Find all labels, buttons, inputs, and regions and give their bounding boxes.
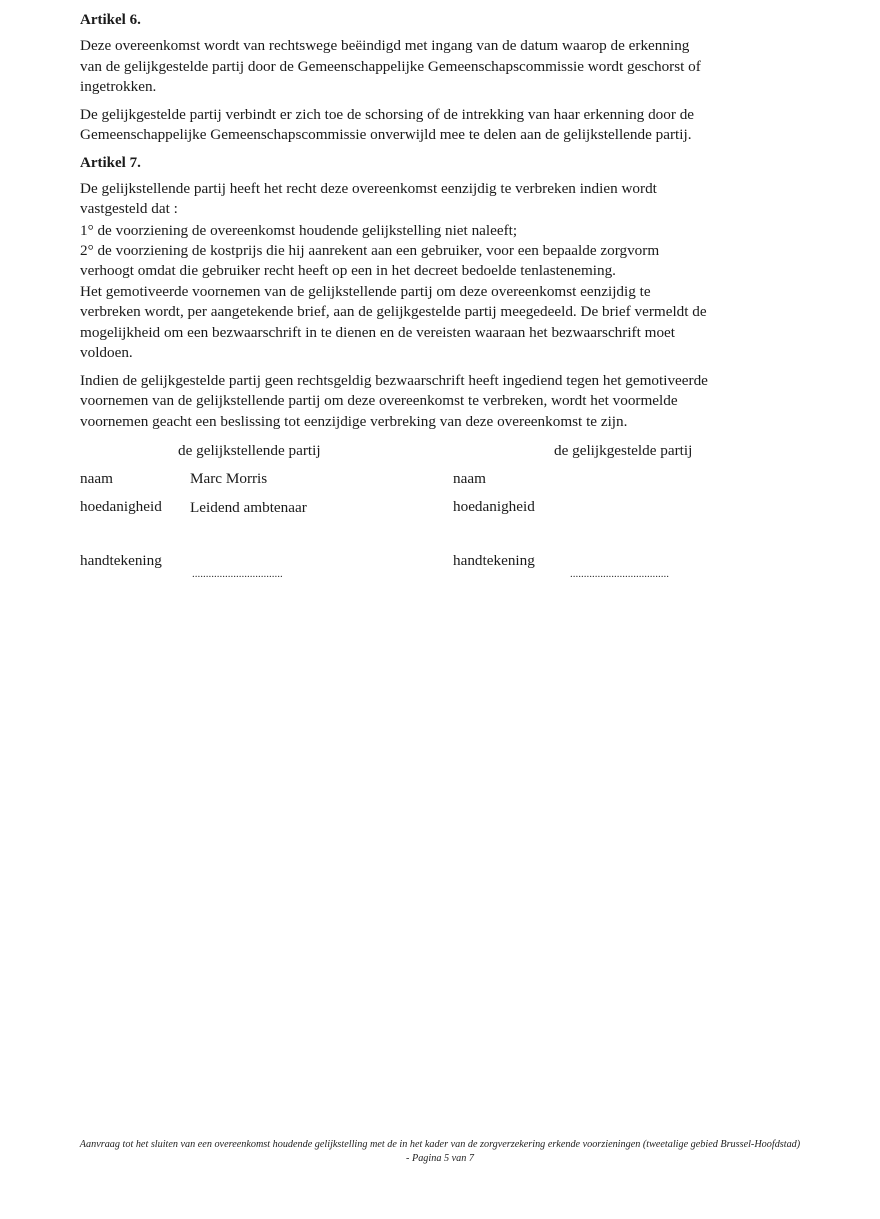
text-line: verhoogt omdat die gebruiker recht heeft op een in het decreet bedoelde tenlasteneming. (80, 262, 616, 279)
article-7-item-1: 1° de voorziening de overeenkomst houdende gelijkstelling niet naleeft; (80, 221, 518, 239)
text-line: van de gelijkgestelde partij door de Gemeenschappelijke Gemeenschapscommissie wordt geschorst of (80, 57, 701, 75)
article-6-paragraph-1 (80, 36, 810, 98)
right-party-title: de gelijkgestelde partij (554, 442, 693, 459)
left-party-title: de gelijkstellende partij (178, 442, 321, 459)
left-capacity-label: hoedanigheid (80, 498, 162, 515)
text-line: De gelijkstellende partij heeft het recht deze overeenkomst eenzijdig te verbreken indien wordt (80, 179, 657, 197)
left-signature-line: ................................. (192, 568, 283, 580)
article-7-paragraph-1 (80, 179, 810, 220)
text-line: Gemeenschappelijke Gemeenschapscommissie onverwijld mee te delen aan de gelijkstellende partij. (80, 126, 692, 143)
page-footer (30, 1138, 850, 1166)
footer-title: Aanvraag tot het sluiten van een overeenkomst houdende gelijkstelling met de in het kader van de zorgverzekering erkende voorzieningen (tweetalige gebied Brussel-Hoofdstad) (79, 1139, 801, 1150)
article-7-heading: Artikel 7. (80, 154, 141, 171)
left-capacity-value: Leidend ambtenaar (190, 499, 307, 516)
article-7-item-2 (80, 241, 810, 282)
article-7-paragraph-2 (80, 282, 810, 364)
right-signature-label: handtekening (453, 552, 535, 569)
text-line: Het gemotiveerde voornemen van de gelijkstellende partij om deze overeenkomst eenzijdig te (80, 282, 651, 300)
document-body (80, 10, 810, 439)
right-signature-line: .................................... (570, 568, 669, 580)
left-name-label: naam (80, 470, 113, 487)
left-signature-label: handtekening (80, 552, 162, 569)
left-name-value: Marc Morris (190, 470, 268, 487)
signature-block (80, 438, 810, 588)
text-line: verbreken wordt, per aangetekende brief, aan de gelijkgestelde partij meegedeeld. De brief vermeldt de (80, 303, 707, 320)
text-line: ingetrokken. (80, 78, 157, 95)
text-line: Deze overeenkomst wordt van rechtswege beëindigd met ingang van de datum waarop de erkenning (80, 37, 690, 54)
article-6-paragraph-2 (80, 105, 810, 146)
text-line: vastgesteld dat : (80, 200, 178, 217)
text-line: voornemen van de gelijkstellende partij om deze overeenkomst te verbreken, wordt het voormelde (80, 392, 678, 409)
text-line: 2° de voorziening de kostprijs die hij aanrekent aan een gebruiker, voor een bepaalde zorgvorm (80, 241, 660, 259)
text-line: voornemen geacht een beslissing tot eenzijdige verbreking van deze overeenkomst te zijn. (80, 412, 628, 430)
text-line: mogelijkheid om een bezwaarschrift in te dienen en de vereisten waaraan het bezwaarschrift moet (80, 323, 675, 341)
article-6-heading: Artikel 6. (80, 12, 141, 28)
right-capacity-label: hoedanigheid (453, 498, 535, 515)
article-7-paragraph-3 (80, 371, 810, 433)
right-name-label: naam (453, 470, 486, 487)
page-number: - Pagina 5 van 7 (406, 1153, 474, 1164)
text-line: De gelijkgestelde partij verbindt er zich toe de schorsing of de intrekking van haar erkenning door de (80, 105, 695, 123)
text-line: Indien de gelijkgestelde partij geen rechtsgeldig bezwaarschrift heeft ingediend tegen het gemotiveerde (80, 371, 708, 389)
text-line: voldoen. (80, 344, 133, 361)
